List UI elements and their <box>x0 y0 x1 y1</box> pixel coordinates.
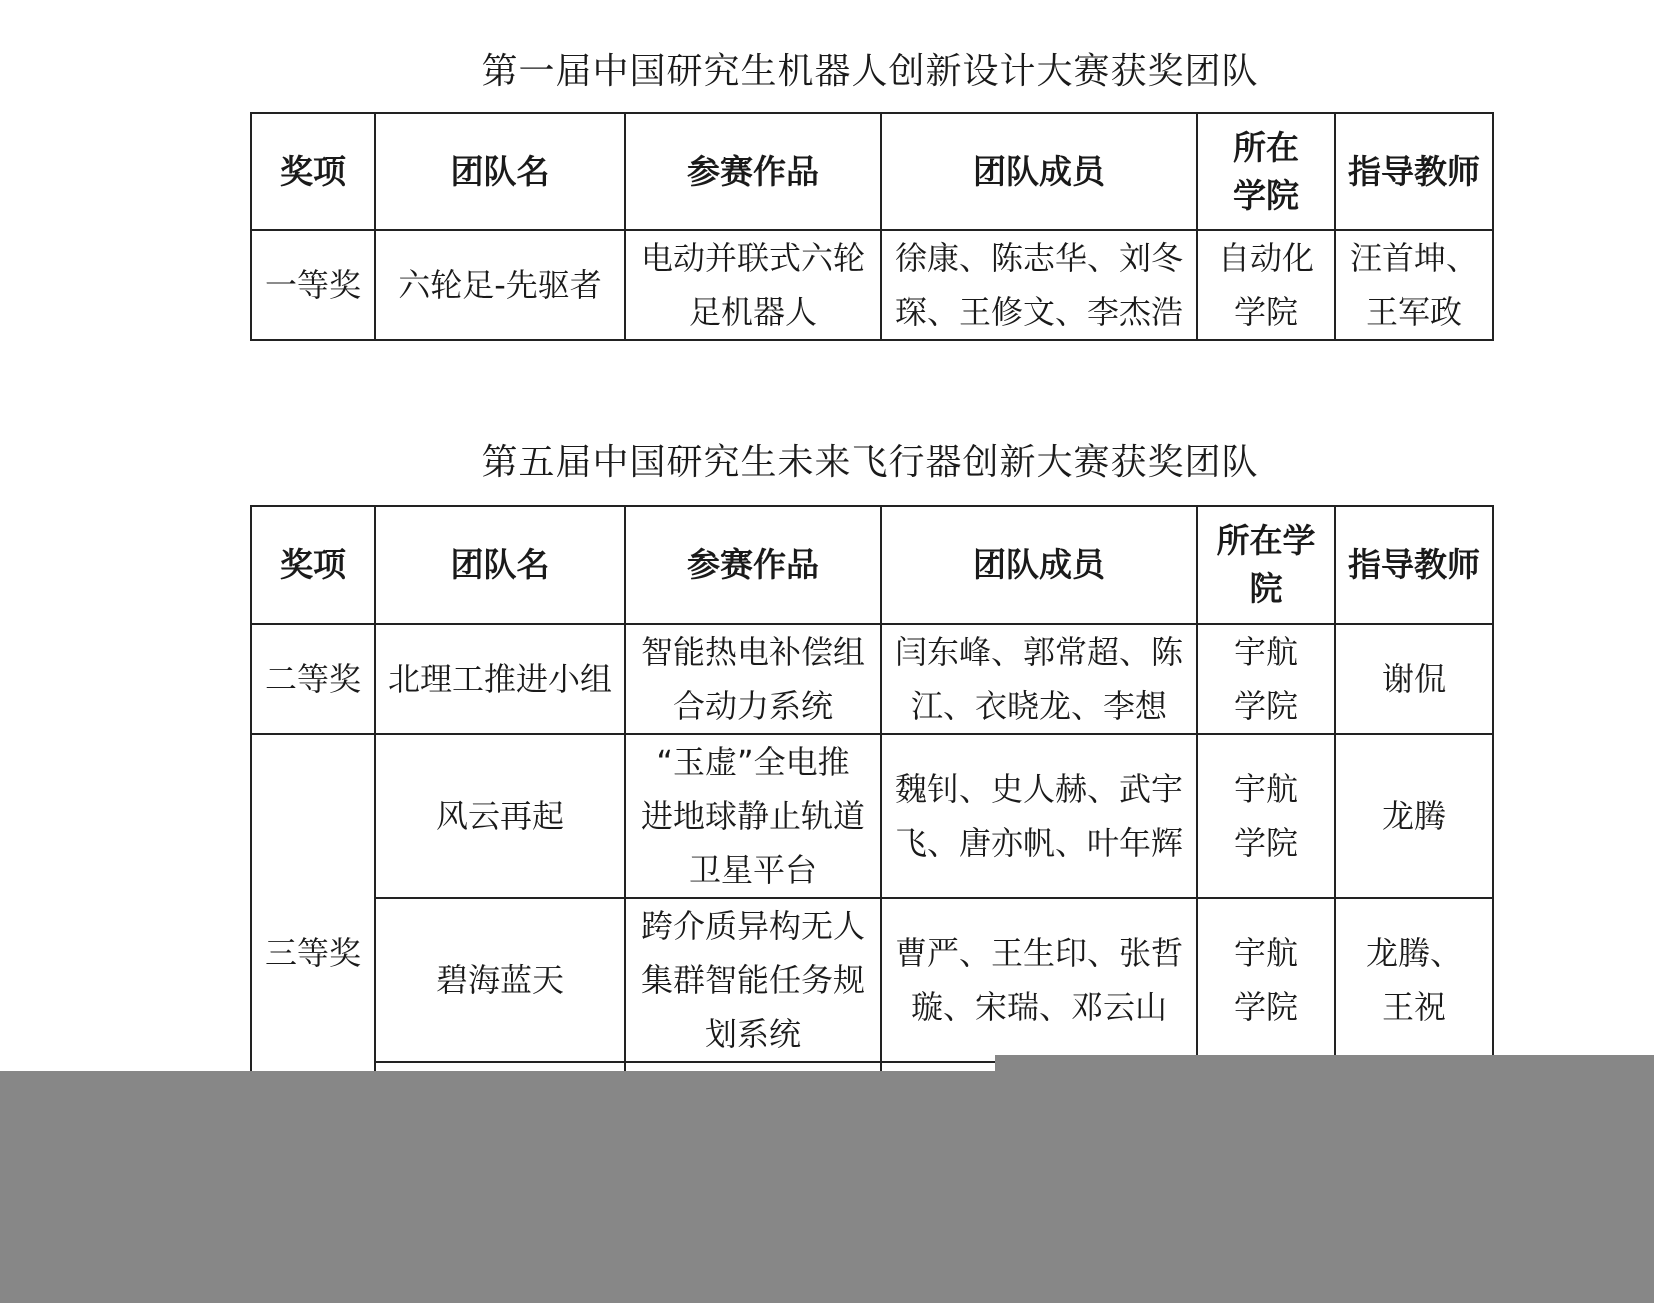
table-row <box>251 624 1493 734</box>
cell-college: 宇航 学院 <box>1197 624 1335 734</box>
table2-title: 第五届中国研究生未来飞行器创新大赛获奖团队 <box>481 442 1259 483</box>
table-header-row <box>251 506 1493 624</box>
header-members: 团队成员 <box>881 113 1197 230</box>
table-header-row <box>251 113 1493 230</box>
cell-team: 碧海蓝天 <box>375 898 625 1062</box>
header-team: 团队名 <box>375 506 625 624</box>
gray-overlay <box>0 1071 1654 1303</box>
cell-team: 北理工推进小组 <box>375 624 625 734</box>
header-award: 奖项 <box>251 506 375 624</box>
cell-members: 闫东峰、郭常超、陈 江、衣晓龙、李想 <box>881 624 1197 734</box>
table-row <box>251 230 1493 340</box>
cell-teacher: 汪首坤、 王军政 <box>1335 230 1493 340</box>
table-row <box>251 734 1493 898</box>
cell-award: 一等奖 <box>251 230 375 340</box>
header-team: 团队名 <box>375 113 625 230</box>
cell-work: 智能热电补偿组 合动力系统 <box>625 624 881 734</box>
cell-award: 三等奖 <box>251 734 375 1172</box>
header-award: 奖项 <box>251 113 375 230</box>
cell-teacher: 谢侃 <box>1335 624 1493 734</box>
cell-work: “玉虚”全电推 进地球静止轨道 卫星平台 <box>625 734 881 898</box>
cell-college: 自动化 学院 <box>1197 230 1335 340</box>
header-teacher: 指导教师 <box>1335 506 1493 624</box>
award-table-1 <box>250 112 1494 341</box>
cell-work: 跨介质异构无人 集群智能任务规 划系统 <box>625 898 881 1062</box>
cell-college: 宇航 学院 <box>1197 898 1335 1062</box>
cell-team: 风云再起 <box>375 734 625 898</box>
cell-work: 电动并联式六轮 足机器人 <box>625 230 881 340</box>
header-teacher: 指导教师 <box>1335 113 1493 230</box>
cell-members: 徐康、陈志华、刘冬 琛、王修文、李杰浩 <box>881 230 1197 340</box>
cell-team: 六轮足-先驱者 <box>375 230 625 340</box>
header-members: 团队成员 <box>881 506 1197 624</box>
cell-members: 曹严、王生印、张哲 璇、宋瑞、邓云山 <box>881 898 1197 1062</box>
cell-college: 宇航 学院 <box>1197 734 1335 898</box>
cell-award: 二等奖 <box>251 624 375 734</box>
header-work: 参赛作品 <box>625 113 881 230</box>
header-work: 参赛作品 <box>625 506 881 624</box>
header-college: 所在 学院 <box>1197 113 1335 230</box>
table-row <box>251 898 1493 1062</box>
cell-members: 魏钊、史人赫、武宇 飞、唐亦帆、叶年辉 <box>881 734 1197 898</box>
header-college: 所在学 院 <box>1197 506 1335 624</box>
cell-teacher: 龙腾、 王祝 <box>1335 898 1493 1062</box>
cell-teacher: 龙腾 <box>1335 734 1493 898</box>
table1-title: 第一届中国研究生机器人创新设计大赛获奖团队 <box>481 51 1259 92</box>
